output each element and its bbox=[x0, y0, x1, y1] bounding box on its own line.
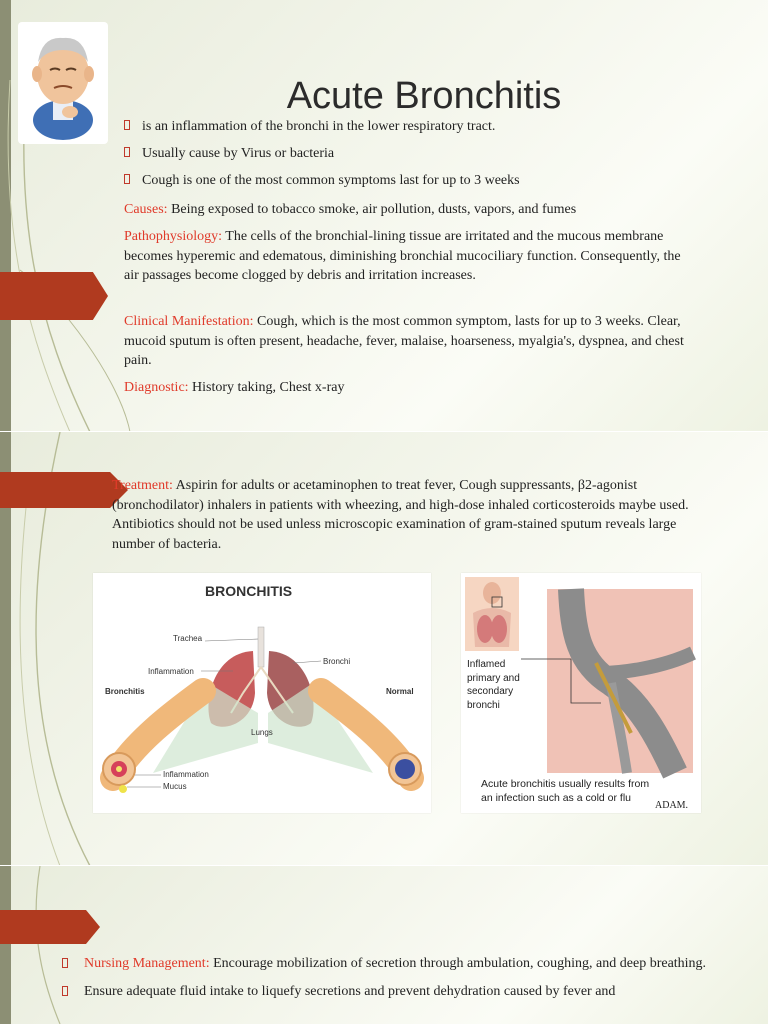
arrow-tab bbox=[0, 472, 128, 508]
arrow-tab bbox=[0, 272, 108, 320]
list-item: is an inflammation of the bronchi in the lower respiratory tract. bbox=[124, 118, 744, 136]
label-bronchi: Bronchi bbox=[323, 657, 351, 666]
list-item: Usually cause by Virus or bacteria bbox=[124, 145, 744, 163]
label-trachea: Trachea bbox=[173, 634, 203, 643]
list-item: Nursing Management: Encourage mobilization of secretion through ambulation, coughing, and deep breathing. bbox=[62, 954, 722, 974]
adam-logo: ADAM. bbox=[655, 800, 689, 811]
treatment-label: Treatment: bbox=[112, 478, 173, 493]
adam-bronchi-illustration bbox=[461, 573, 701, 813]
bullet-icon bbox=[62, 986, 68, 996]
causes-paragraph: Causes: Being exposed to tobacco smoke, air pollution, dusts, vapors, and fumes bbox=[124, 202, 577, 217]
pathophysiology-paragraph: Pathophysiology: The cells of the bronchial-lining tissue are irritated and the mucous membrane becomes hyperemic and edematous, diminishing bronchial mucociliary function. Consequently, the air passages become clogged by debris and irritation increases. bbox=[124, 229, 681, 283]
slide-nursing-management bbox=[0, 866, 768, 1024]
figure-label: Inflamed primary and secondary bronchi bbox=[467, 659, 520, 711]
label-normal: Normal bbox=[386, 687, 414, 696]
label-inflammation-2: Inflammation bbox=[163, 770, 209, 779]
bronchitis-diagram bbox=[93, 573, 431, 813]
label-inflammation: Inflammation bbox=[148, 667, 194, 676]
nursing-label: Nursing Management: bbox=[84, 956, 210, 971]
bullet-icon bbox=[62, 958, 68, 968]
treatment-paragraph: Treatment: Aspirin for adults or acetaminophen to treat fever, Cough suppressants, β2-agonist (bronchodilator) inhalers in patients with wheezing, and high-dose inhaled corticosteroids maybe used. Antibiotics should not be used unless microscopic examination of gram-stained sputum reveals large number of bacteria. bbox=[112, 478, 689, 552]
label-bronchitis: Bronchitis bbox=[105, 687, 145, 696]
bullet-icon bbox=[124, 174, 130, 184]
clinical-label: Clinical Manifestation: bbox=[124, 314, 254, 329]
diagnostic-paragraph: Diagnostic: History taking, Chest x-ray bbox=[124, 380, 345, 395]
label-lungs: Lungs bbox=[251, 728, 273, 737]
bullet-icon bbox=[124, 120, 130, 130]
bullet-icon bbox=[124, 147, 130, 157]
list-item: Ensure adequate fluid intake to liquefy secretions and prevent dehydration caused by fever and bbox=[62, 982, 722, 1002]
figure-title: BRONCHITIS bbox=[205, 583, 293, 599]
slide-treatment bbox=[0, 432, 768, 866]
old-man-avatar bbox=[18, 22, 108, 144]
slide-acute-bronchitis bbox=[0, 0, 768, 432]
pathophysiology-label: Pathophysiology: bbox=[124, 229, 223, 244]
figure-caption: Acute bronchitis usually results from an infection such as a cold or flu bbox=[481, 778, 650, 804]
old-man-clipart-icon bbox=[18, 22, 108, 144]
clinical-paragraph: Clinical Manifestation: Cough, which is the most common symptom, lasts for up to 3 weeks. Clear, mucoid sputum is often present, headache, fever, malaise, hoarseness, myalgia's, dyspnea, and chest pain. bbox=[124, 314, 684, 368]
arrow-tab bbox=[0, 910, 100, 944]
slide-title: Acute Bronchitis bbox=[286, 75, 562, 118]
bullet-list bbox=[124, 118, 744, 199]
label-mucus: Mucus bbox=[163, 782, 187, 791]
causes-label: Causes: bbox=[124, 202, 168, 217]
list-item: Cough is one of the most common symptoms last for up to 3 weeks bbox=[124, 172, 744, 190]
diagnostic-label: Diagnostic: bbox=[124, 380, 189, 395]
nursing-list bbox=[62, 954, 722, 1009]
